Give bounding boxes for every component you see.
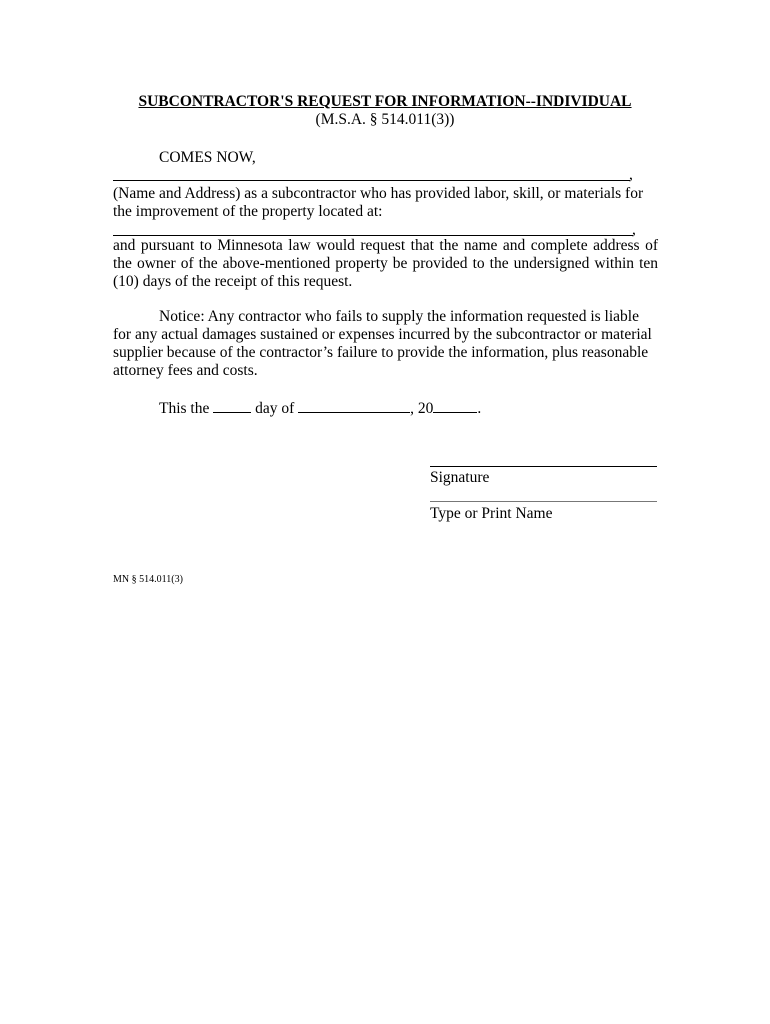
date-prefix: This the [159,400,210,417]
date-day-of: day of [255,400,295,417]
footer-citation: MN § 514.011(3) [113,574,183,585]
name-address-blank[interactable] [113,180,630,181]
comma-mark: , [629,166,633,183]
month-blank[interactable] [298,398,410,413]
date-line [159,398,481,418]
notice-paragraph: Notice: Any contractor who fails to supply the information requested is liable for any actual damages sustained or expenses incurred by the subcontractor or material supplier because of the contractor’s failure to provide the information, plus reasonable attorney fees and costs. [113,308,652,379]
date-year-prefix: , 20 [410,400,434,417]
print-name-label: Type or Print Name [430,505,553,522]
document-title: SUBCONTRACTOR'S REQUEST FOR INFORMATION--INDIVIDUAL [138,93,632,110]
property-address-blank[interactable] [113,235,633,236]
comes-now-text: COMES NOW, [159,149,256,166]
year-blank[interactable] [433,398,477,413]
date-end: . [477,400,482,417]
request-paragraph: and pursuant to Minnesota law would request that the name and complete address of the owner of the above-mentioned property be provided to the undersigned within ten (10) days of the receipt of this request. [113,237,658,290]
name-address-paragraph: (Name and Address) as a subcontractor who has provided labor, skill, or materials for the improvement of the property located at: [113,185,644,220]
print-name-blank[interactable] [430,501,657,502]
signature-blank[interactable] [430,466,657,467]
statute-citation: (M.S.A. § 514.011(3)) [315,111,455,128]
signature-label: Signature [430,469,490,486]
comma-mark: , [632,221,636,238]
day-blank[interactable] [213,398,251,413]
